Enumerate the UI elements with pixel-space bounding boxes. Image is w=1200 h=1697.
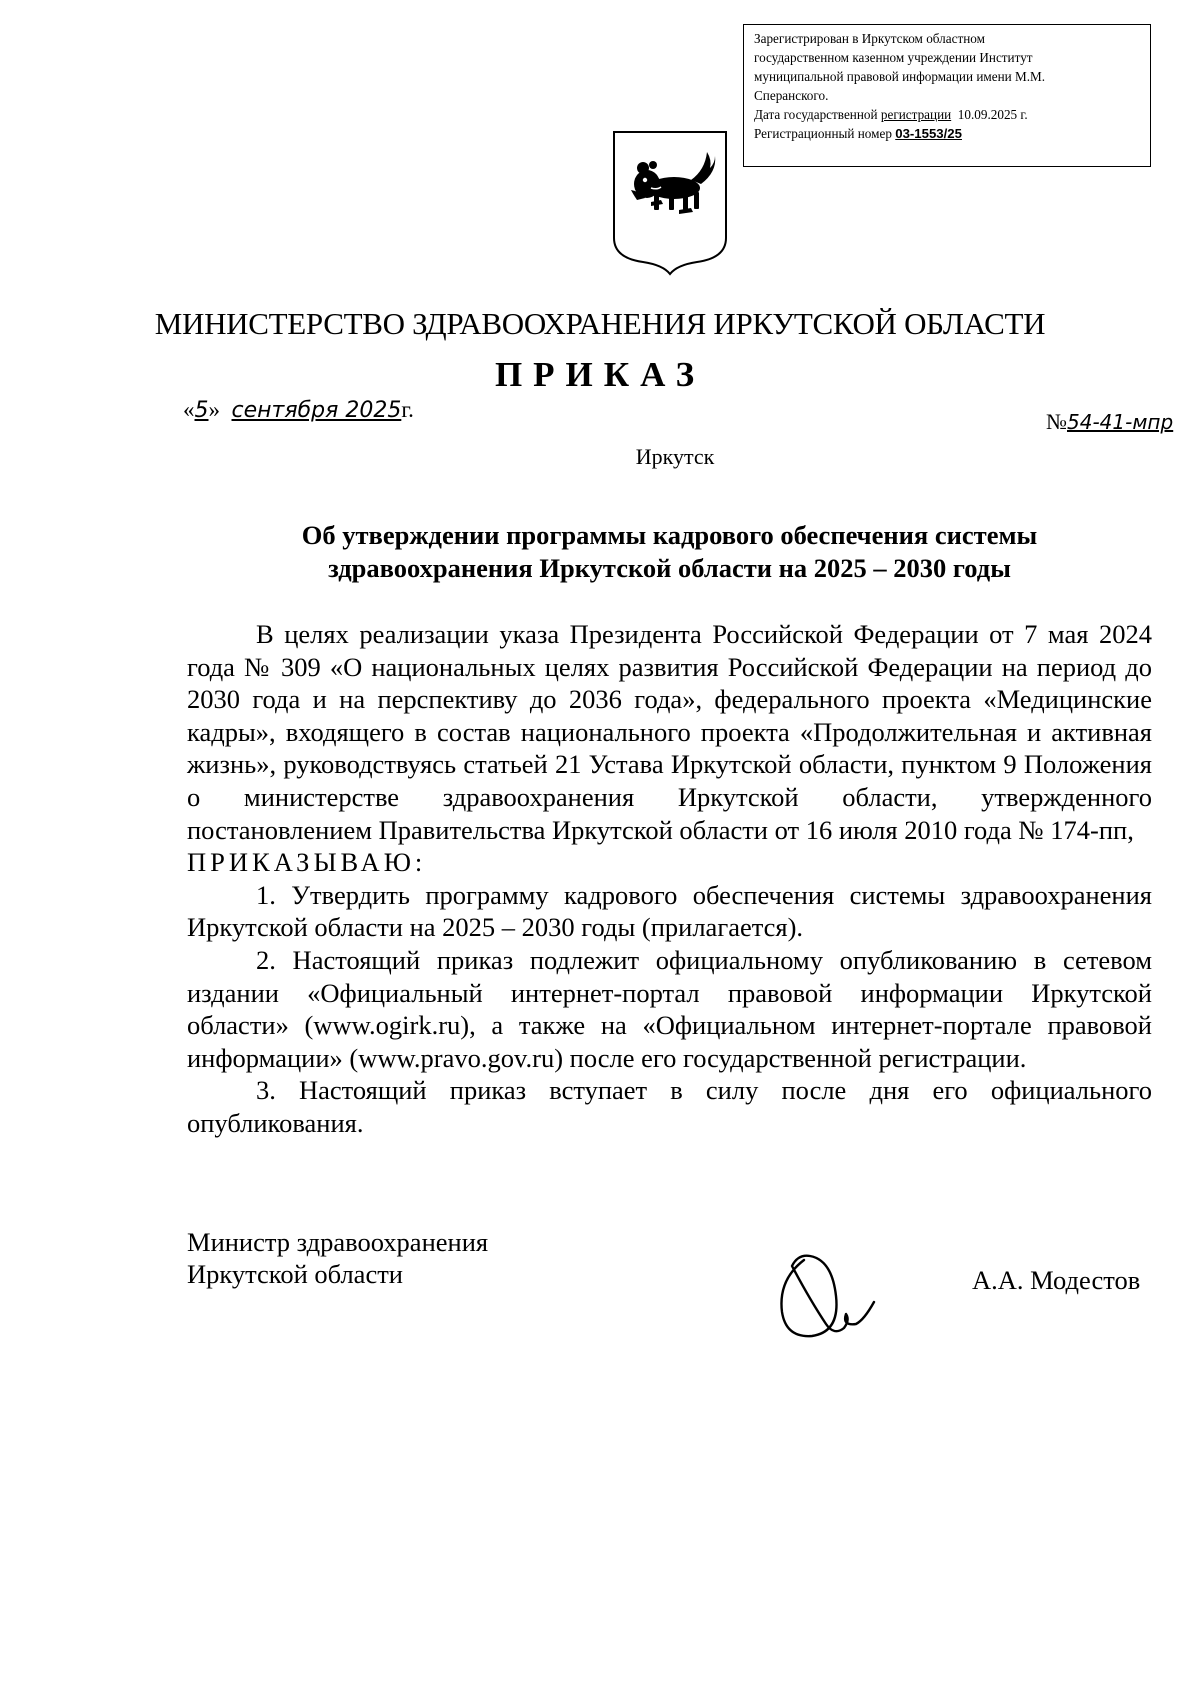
registration-line: Зарегистрирован в Иркутском областном (754, 31, 985, 46)
date-month-year: сентября 2025 (231, 398, 402, 423)
order-item: 1. Утвердить программу кадрового обеспечения системы здравоохранения Иркутской области на 2025 – 2030 годы (прилагается). (187, 879, 1152, 943)
registration-line: государственном казенном учреждении Институт (754, 50, 1033, 65)
date-open-quote: « (183, 397, 195, 422)
handwritten-signature (770, 1240, 880, 1345)
signatory-name: А.А. Модестов (972, 1265, 1141, 1295)
order-number (1046, 409, 1173, 435)
number-value: 54-41-мпр (1067, 410, 1174, 434)
ministry-name: МИНИСТЕРСТВО ЗДРАВООХРАНЕНИЯ ИРКУТСКОЙ ОБЛАСТИ (154, 306, 1046, 341)
document-body (187, 618, 1152, 1140)
registration-line: муниципальной правовой информации имени М.М. (754, 69, 1046, 84)
registration-date-label-underlined: регистрации (880, 107, 952, 122)
signatory-position-line: Иркутской области (187, 1259, 403, 1289)
order-item: 2. Настоящий приказ подлежит официальному опубликованию в сетевом издании «Официальный интернет-портал правовой информации Иркутской области» (www.ogirk.ru), а также на «Официальном интернет-портале правовой информации» (www.pravo.gov.ru) после его государственной регистрации. (187, 944, 1152, 1073)
document-title-line: Об утверждении программы кадрового обеспечения системы (301, 520, 1038, 550)
registration-number-value: 03-1553/25 (895, 126, 962, 141)
registration-date-label: Дата государственной (754, 107, 881, 122)
registration-stamp (743, 24, 1151, 167)
document-type: ПРИКАЗ (494, 355, 706, 394)
document-title (187, 519, 1152, 585)
registration-date-value: 10.09.2025 г. (957, 107, 1028, 122)
registration-number-label: Регистрационный номер (754, 126, 896, 141)
order-item: 3. Настоящий приказ вступает в силу после дня его официального опубликования. (187, 1075, 1152, 1138)
registration-line: Сперанского. (754, 88, 829, 103)
order-directive: ПРИКАЗЫВАЮ: (187, 847, 427, 878)
signatory-position-line: Министр здравоохранения (187, 1227, 489, 1257)
preamble-paragraph: В целях реализации указа Президента Российской Федерации от 7 мая 2024 года № 309 «О национальных целях развития Российской Федерации на период до 2030 года и на перспективу до 2036 года», федерального проекта «Медицинские кадры», входящего в состав национального проекта «Продолжительная и активная жизнь», руководствуясь статьей 21 Устава Иркутской области, пунктом 9 Положения о министерстве здравоохранения Иркутской области, утвержденного постановлением Правительства Иркутской области от 16 июля 2010 года № 174-пп, (187, 619, 1152, 845)
date-suffix: г. (401, 397, 414, 422)
date-day: 5 (194, 398, 209, 423)
irkutsk-coat-of-arms-icon (611, 130, 729, 276)
order-date (183, 397, 414, 423)
registration-date (754, 105, 1140, 124)
registration-number (754, 124, 1140, 143)
number-prefix: № (1046, 409, 1067, 434)
signatory-position (187, 1226, 488, 1290)
city: Иркутск (635, 444, 715, 469)
document-title-line: здравоохранения Иркутской области на 2025 – 2030 годы (328, 553, 1011, 583)
date-close-quote: » (208, 397, 220, 422)
